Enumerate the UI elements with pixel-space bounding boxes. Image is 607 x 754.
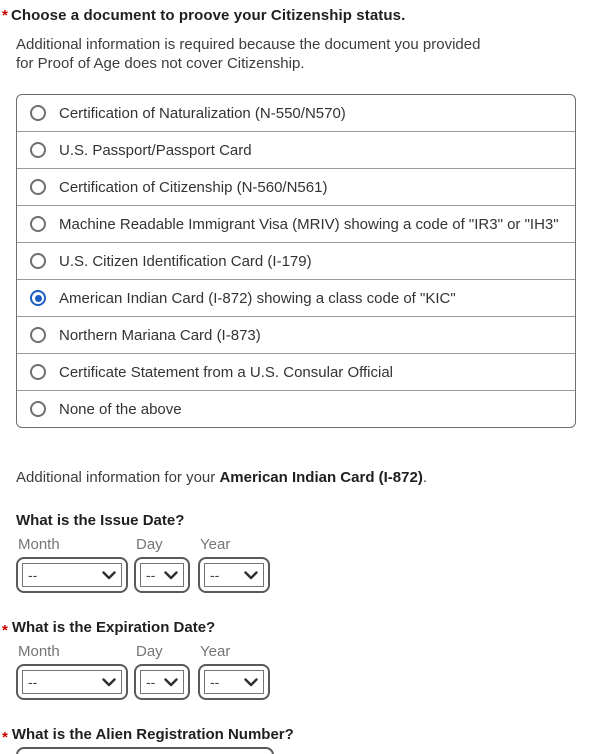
option-us-passport[interactable] bbox=[17, 132, 575, 169]
form-title bbox=[2, 7, 607, 24]
option-american-indian-card[interactable] bbox=[17, 280, 575, 317]
issue-year-select-wrap bbox=[198, 557, 270, 593]
option-label: U.S. Citizen Identification Card (I-179) bbox=[59, 252, 312, 270]
issue-date-question bbox=[2, 512, 607, 529]
option-certification-of-naturalization[interactable] bbox=[17, 95, 575, 132]
issue-year-label: Year bbox=[200, 536, 231, 553]
expiration-day-select-wrap bbox=[134, 664, 190, 700]
radio-button[interactable] bbox=[30, 216, 46, 232]
additional-info-prefix: Additional information for your bbox=[16, 469, 220, 486]
radio-button[interactable] bbox=[30, 327, 46, 343]
expiration-year-select[interactable] bbox=[204, 670, 264, 694]
option-citizen-id-card[interactable] bbox=[17, 243, 575, 280]
form-title-text: Choose a document to proove your Citizenship status. bbox=[10, 7, 406, 24]
option-label: Certificate Statement from a U.S. Consular Official bbox=[59, 363, 394, 381]
expiration-date-fields bbox=[16, 643, 607, 700]
option-mriv[interactable] bbox=[17, 206, 575, 243]
option-label: Certification of Naturalization (N-550/N570) bbox=[59, 104, 346, 122]
issue-day-select-wrap bbox=[134, 557, 190, 593]
option-label: None of the above bbox=[59, 400, 182, 418]
form-subtitle: Additional information is required because the document you provided for Proof of Age does not cover Citizenship. bbox=[16, 36, 481, 72]
alien-number-question-text: What is the Alien Registration Number? bbox=[11, 726, 294, 743]
expiration-day-label: Day bbox=[136, 643, 163, 660]
expiration-day-select[interactable] bbox=[140, 670, 184, 694]
expiration-month-label: Month bbox=[18, 643, 60, 660]
additional-info-text bbox=[16, 469, 607, 486]
expiration-month-select[interactable] bbox=[22, 670, 122, 694]
radio-button[interactable] bbox=[30, 179, 46, 195]
alien-registration-number-input[interactable] bbox=[16, 747, 274, 754]
radio-button-selected[interactable] bbox=[30, 290, 46, 306]
option-label: American Indian Card (I-872) showing a class code of "KIC" bbox=[59, 289, 456, 307]
option-northern-mariana-card[interactable] bbox=[17, 317, 575, 354]
expiration-date-section bbox=[0, 619, 607, 700]
expiration-year-select-wrap bbox=[198, 664, 270, 700]
issue-date-question-text: What is the Issue Date? bbox=[16, 512, 185, 529]
required-asterisk: * bbox=[2, 7, 8, 24]
issue-month-select-wrap bbox=[16, 557, 128, 593]
radio-button[interactable] bbox=[30, 105, 46, 121]
issue-month-label: Month bbox=[18, 536, 60, 553]
selected-document-name: American Indian Card (I-872) bbox=[219, 469, 423, 486]
option-label: Northern Mariana Card (I-873) bbox=[59, 326, 261, 344]
option-label: U.S. Passport/Passport Card bbox=[59, 141, 252, 159]
issue-day-select[interactable] bbox=[140, 563, 184, 587]
option-certification-of-citizenship[interactable] bbox=[17, 169, 575, 206]
required-asterisk: * bbox=[2, 622, 8, 639]
option-none-of-the-above[interactable] bbox=[17, 391, 575, 427]
issue-month-select[interactable] bbox=[22, 563, 122, 587]
document-options-list bbox=[16, 94, 576, 428]
radio-button[interactable] bbox=[30, 364, 46, 380]
option-label: Machine Readable Immigrant Visa (MRIV) showing a code of "IR3" or "IH3" bbox=[59, 215, 559, 233]
additional-info-suffix: . bbox=[422, 469, 427, 486]
issue-year-select[interactable] bbox=[204, 563, 264, 587]
alien-number-section bbox=[0, 726, 607, 754]
radio-button[interactable] bbox=[30, 253, 46, 269]
issue-day-label: Day bbox=[136, 536, 163, 553]
option-consular-certificate[interactable] bbox=[17, 354, 575, 391]
issue-date-section bbox=[0, 512, 607, 593]
expiration-date-question bbox=[2, 619, 607, 639]
alien-number-question bbox=[2, 726, 607, 746]
expiration-date-question-text: What is the Expiration Date? bbox=[11, 619, 216, 636]
required-asterisk: * bbox=[2, 729, 8, 746]
issue-date-fields bbox=[16, 536, 607, 593]
expiration-month-select-wrap bbox=[16, 664, 128, 700]
expiration-year-label: Year bbox=[200, 643, 231, 660]
radio-button[interactable] bbox=[30, 401, 46, 417]
option-label: Certification of Citizenship (N-560/N561) bbox=[59, 178, 328, 196]
radio-button[interactable] bbox=[30, 142, 46, 158]
